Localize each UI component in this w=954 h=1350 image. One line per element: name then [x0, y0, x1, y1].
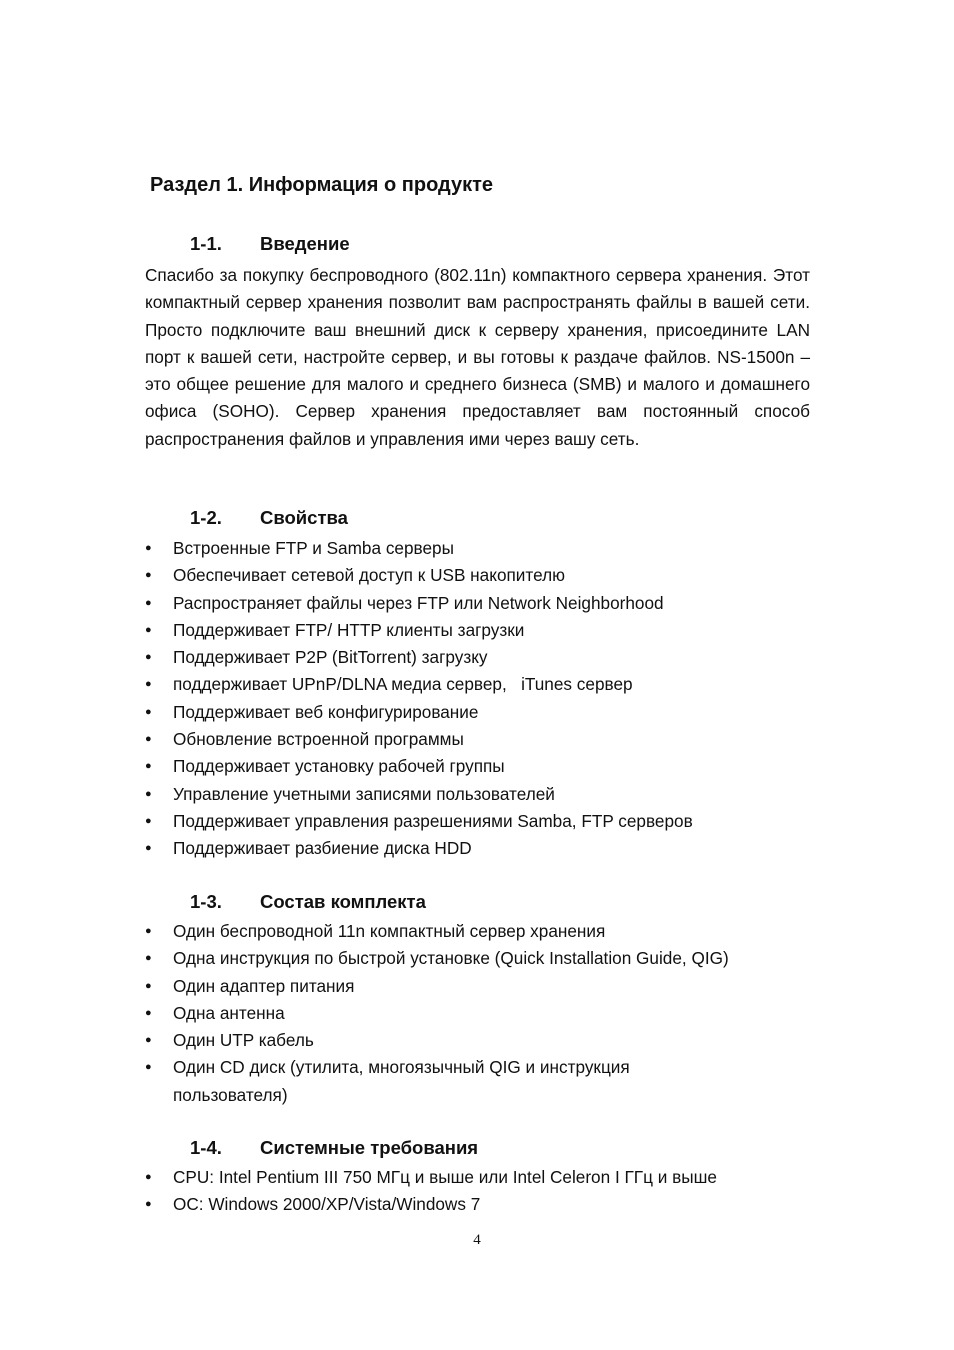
chapter-title: Раздел 1. Информация о продукте	[150, 174, 494, 196]
section-number: 1-2.	[190, 507, 222, 528]
list-item: ● Один адаптер питания	[145, 973, 705, 1000]
list-item: ● CPU: Intel Pentium III 750 МГц и выше или Intel Celeron I ГГц и выше	[145, 1164, 825, 1191]
list-item: ● ОС: Windows 2000/XP/Vista/Windows 7	[145, 1191, 825, 1218]
section-title: Системные требования	[260, 1137, 479, 1158]
list-item: ● Одна инструкция по быстрой установке (Quick Installation Guide, QIG)	[145, 945, 705, 972]
list-item: ● Управление учетными записями пользователей	[145, 781, 825, 808]
section-heading-introduction	[190, 233, 350, 255]
section-number: 1-4.	[190, 1137, 222, 1158]
list-item: ● Обеспечивает сетевой доступ к USB накопителю	[145, 562, 825, 589]
section-number: 1-1.	[190, 233, 222, 254]
list-item: ● Поддерживает веб конфигурирование	[145, 699, 825, 726]
package-contents-list	[145, 918, 729, 1109]
section-heading-package-contents	[190, 891, 426, 913]
section-title: Введение	[260, 233, 350, 254]
list-item: ● Одна антенна	[145, 1000, 705, 1027]
list-item: ● поддерживает UPnP/DLNA медиа сервер, iTunes сервер	[145, 671, 825, 698]
list-item: ● Встроенные FTP и Samba серверы	[145, 535, 825, 562]
system-requirements-list	[145, 1164, 825, 1219]
list-item: ● Распространяет файлы через FTP или Network Neighborhood	[145, 590, 825, 617]
list-item: ● Один UTP кабель	[145, 1027, 705, 1054]
list-item: ● Поддерживает управления разрешениями Samba, FTP серверов	[145, 808, 825, 835]
list-item: ● Один CD диск (утилита, многоязычный QIG и инструкция пользователя)	[145, 1054, 705, 1109]
list-item: ● Поддерживает P2P (BitTorrent) загрузку	[145, 644, 825, 671]
list-item: ● Поддерживает FTP/ HTTP клиенты загрузки	[145, 617, 825, 644]
section-title: Состав комплекта	[260, 891, 426, 912]
list-item: ● Поддерживает установку рабочей группы	[145, 753, 825, 780]
section-heading-features	[190, 507, 348, 529]
page-number: 4	[473, 1232, 481, 1248]
section-title: Свойства	[260, 507, 348, 528]
list-item: ● Обновление встроенной программы	[145, 726, 825, 753]
introduction-paragraph: Спасибо за покупку беспроводного (802.11n) компактного сервера хранения. Этот компактный сервер хранения позволит вам распространять файлы в вашей сети. Просто подключите ваш внешний диск к серверу хранения, присоедините LAN порт к вашей сети, настройте сервер, и вы готовы к раздаче файлов. NS-1500n – это общее решение для малого и среднего бизнеса (SMB) и малого и домашнего офиса (SOHO). Сервер хранения предоставляет вам постоянный способ распространения файлов и управления ими через вашу сеть.	[145, 265, 810, 449]
features-list	[145, 535, 825, 863]
section-heading-system-requirements	[190, 1137, 478, 1159]
list-item: ● Поддерживает разбиение диска HDD	[145, 835, 825, 862]
list-item: ● Один беспроводной 11n компактный сервер хранения	[145, 918, 705, 945]
section-number: 1-3.	[190, 891, 222, 912]
